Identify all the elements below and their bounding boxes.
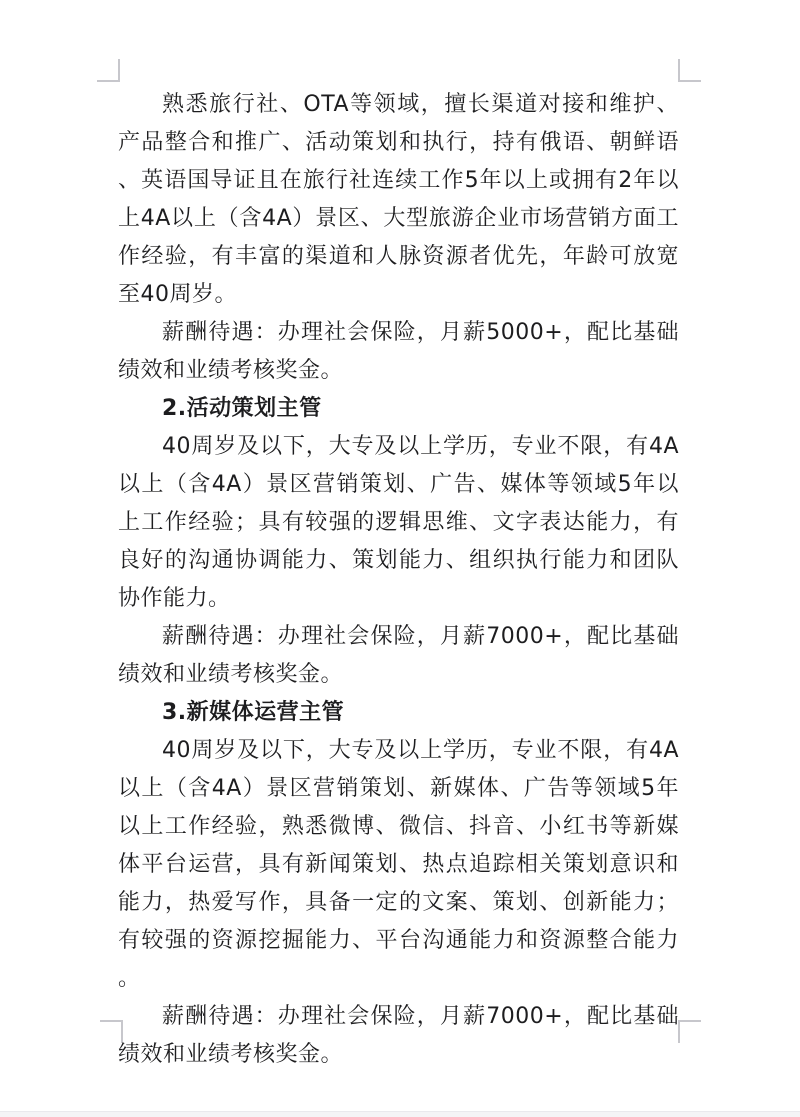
text-boundary-mark-top-left (97, 59, 120, 82)
bottom-edge-bar (0, 1111, 800, 1117)
document-content (118, 86, 679, 1074)
paragraph: 薪酬待遇：办理社会保险，月薪5000+，配比基础绩效和业绩考核奖金。 (118, 320, 679, 383)
paragraph: 40周岁及以下，大专及以上学历，专业不限，有4A以上（含4A）景区营销策划、新媒体、广告等领域5年以上工作经验，熟悉微博、微信、抖音、小红书等新媒体平台运营，具有新闻策划、热点追踪相关策划意识和能力，热爱写作，具备一定的文案、策划、创新能力；有较强的资源挖掘能力、平台沟通能力和资源整合能力。 (118, 738, 679, 991)
section-heading: 2.活动策划主管 (162, 396, 322, 421)
paragraph: 薪酬待遇：办理社会保险，月薪7000+，配比基础绩效和业绩考核奖金。 (118, 624, 679, 687)
text-boundary-mark-bottom-right (678, 1020, 701, 1043)
section-heading: 3.新媒体运营主管 (162, 700, 345, 725)
paragraph: 薪酬待遇：办理社会保险，月薪7000+，配比基础绩效和业绩考核奖金。 (118, 1004, 679, 1067)
paragraph: 40周岁及以下，大专及以上学历，专业不限，有4A以上（含4A）景区营销策划、广告、媒体等领域5年以上工作经验；具有较强的逻辑思维、文字表达能力，有良好的沟通协调能力、策划能力、组织执行能力和团队协作能力。 (118, 434, 679, 611)
text-boundary-mark-top-right (678, 59, 701, 82)
paragraph: 熟悉旅行社、OTA等领域，擅长渠道对接和维护、产品整合和推广、活动策划和执行，持有俄语、朝鲜语、英语国导证且在旅行社连续工作5年以上或拥有2年以上4A以上（含4A）景区、大型旅游企业市场营销方面工作经验，有丰富的渠道和人脉资源者优先，年龄可放宽至40周岁。 (118, 92, 679, 307)
